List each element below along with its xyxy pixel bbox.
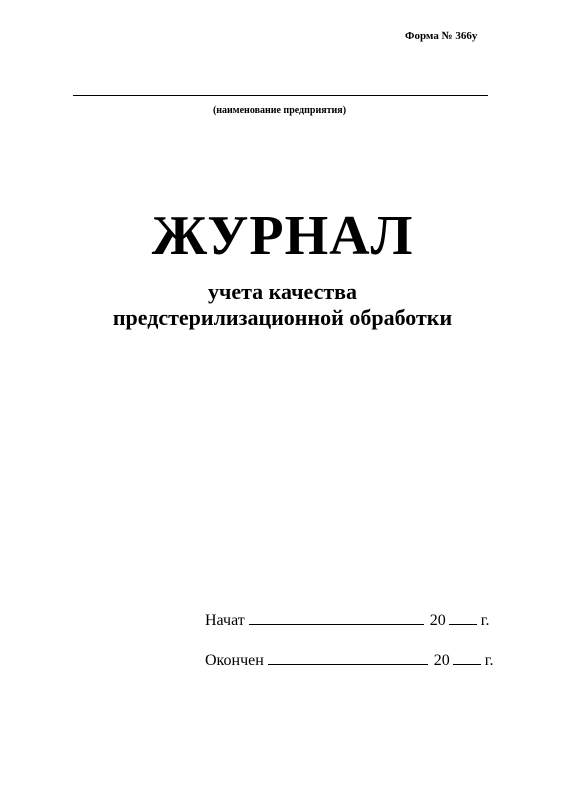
end-century: 20 xyxy=(433,652,450,669)
start-year-blank xyxy=(449,610,477,625)
end-date-row xyxy=(205,650,494,670)
journal-subtitle-line2: предстерилизационной обработки xyxy=(112,305,453,330)
start-date-row xyxy=(205,610,490,630)
organization-name-line xyxy=(73,95,488,96)
start-century: 20 xyxy=(429,612,446,629)
start-date-blank xyxy=(249,610,424,625)
organization-caption xyxy=(0,105,565,116)
end-date-blank xyxy=(268,650,428,665)
journal-title: ЖУРНАЛ xyxy=(151,205,414,267)
end-year-blank xyxy=(453,650,481,665)
end-year-suffix: г. xyxy=(484,652,494,669)
start-year-suffix: г. xyxy=(480,612,490,629)
start-date-label: Начат xyxy=(205,612,245,629)
organization-caption-text: (наименование предприятия) xyxy=(212,105,347,116)
journal-subtitle-line1: учета качества xyxy=(207,279,358,304)
form-number: Форма № 366у xyxy=(405,30,478,42)
end-date-label: Окончен xyxy=(205,652,264,669)
